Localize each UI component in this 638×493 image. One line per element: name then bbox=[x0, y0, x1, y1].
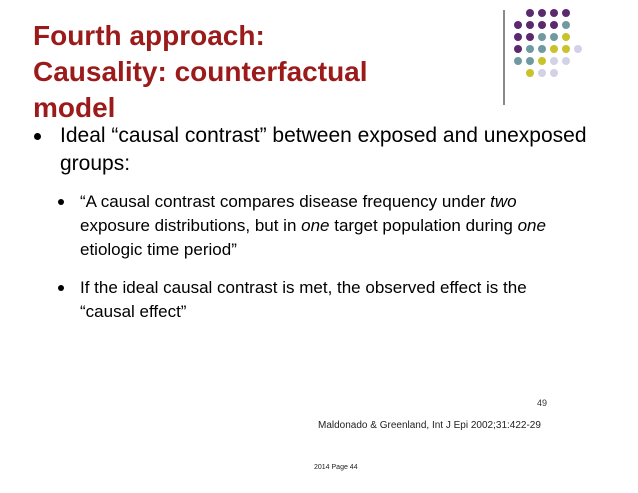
decorative-dot bbox=[514, 57, 522, 65]
decorative-dot bbox=[550, 69, 558, 77]
bullet-dot-icon bbox=[34, 133, 41, 140]
decorative-dot bbox=[538, 45, 546, 53]
decorative-dot bbox=[538, 21, 546, 29]
bullet-list bbox=[32, 122, 592, 338]
sub-bullet-1 bbox=[32, 190, 560, 262]
slide-number: 49 bbox=[537, 398, 548, 408]
sub-bullet-2 bbox=[32, 276, 560, 324]
decorative-dot bbox=[514, 45, 522, 53]
title-line-1: Fourth approach: bbox=[33, 20, 265, 51]
decorative-dot bbox=[562, 57, 570, 65]
bullet-dot-icon bbox=[58, 285, 64, 291]
decorative-dot-grid bbox=[0, 0, 638, 120]
decorative-dot bbox=[550, 33, 558, 41]
bullet-main bbox=[32, 122, 592, 178]
decorative-dot bbox=[538, 9, 546, 17]
decorative-dot bbox=[514, 33, 522, 41]
decorative-dot bbox=[574, 45, 582, 53]
decorative-dot bbox=[562, 9, 570, 17]
decorative-dot bbox=[526, 33, 534, 41]
decorative-dot bbox=[526, 9, 534, 17]
decorative-dot bbox=[538, 33, 546, 41]
decorative-dot bbox=[526, 21, 534, 29]
decorative-dot bbox=[550, 57, 558, 65]
decorative-dot bbox=[538, 69, 546, 77]
decorative-dot bbox=[526, 57, 534, 65]
footer-page: 2014 Page 44 bbox=[314, 464, 358, 471]
sub-bullet-list bbox=[32, 190, 592, 324]
bullet-main-text: Ideal “causal contrast” between exposed and unexposed groups: bbox=[60, 124, 587, 175]
decorative-dot bbox=[562, 45, 570, 53]
decorative-dot bbox=[562, 21, 570, 29]
decorative-dot bbox=[550, 21, 558, 29]
decorative-dot bbox=[550, 45, 558, 53]
decorative-dot bbox=[550, 9, 558, 17]
sub-bullet-1-text: “A causal contrast compares disease frequency under two exposure distributions, but in one target population during one etiologic time period” bbox=[80, 192, 546, 259]
decorative-dot bbox=[562, 33, 570, 41]
title-line-2: Causality: counterfactual bbox=[33, 56, 368, 87]
decorative-dot bbox=[538, 57, 546, 65]
decorative-dot bbox=[514, 21, 522, 29]
decorative-dot bbox=[526, 45, 534, 53]
sub-bullet-2-text: If the ideal causal contrast is met, the observed effect is the “causal effect” bbox=[80, 278, 527, 321]
citation: Maldonado & Greenland, Int J Epi 2002;31:422-29 bbox=[318, 420, 541, 431]
title-line-3: model bbox=[33, 92, 116, 123]
bullet-dot-icon bbox=[58, 199, 64, 205]
decorative-dot bbox=[526, 69, 534, 77]
